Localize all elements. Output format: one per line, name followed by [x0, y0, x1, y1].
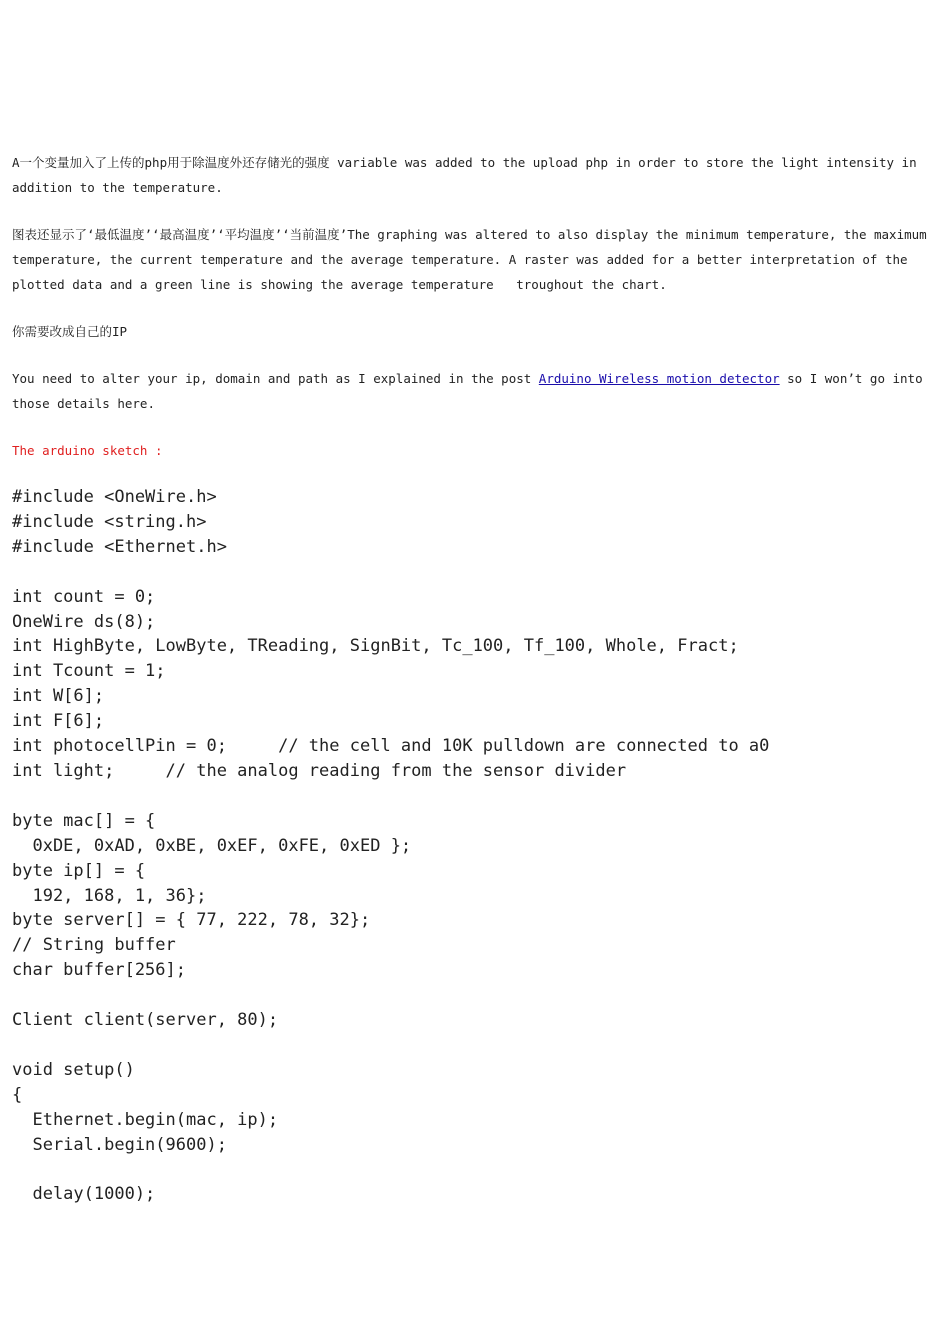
- paragraph-alter-ip-text-end: so I won’t go into those details here.: [12, 371, 931, 411]
- spacer: [12, 200, 927, 222]
- code-line: int HighByte, LowByte, TReading, SignBit, Tc_100, Tf_100, Whole, Fract;: [12, 636, 739, 657]
- code-line: 0xDE, 0xAD, 0xBE, 0xEF, 0xFE, 0xED };: [12, 835, 412, 856]
- code-block: [12, 485, 927, 1207]
- spacer: [12, 344, 927, 366]
- code-line: int light; // the analog reading from the sensor divider: [12, 760, 627, 781]
- code-line: Client client(server, 80);: [12, 1010, 279, 1031]
- article-body: [12, 150, 935, 1207]
- motion-detector-link[interactable]: Arduino Wireless motion detector: [538, 371, 780, 386]
- code-line: int F[6];: [12, 711, 105, 732]
- paragraph-ip-note: 你需要改成自己的IP: [12, 324, 128, 339]
- code-line: #include <string.h>: [12, 511, 207, 532]
- code-line: int Tcount = 1;: [12, 661, 166, 682]
- spacer: [12, 297, 927, 319]
- code-line: byte ip[] = {: [12, 860, 146, 881]
- code-line: int photocellPin = 0; // the cell and 10K pulldown are connected to a0: [12, 736, 770, 757]
- code-line: Ethernet.begin(mac, ip);: [12, 1109, 279, 1130]
- code-line: byte mac[] = {: [12, 810, 156, 831]
- paragraph-light-intensity: A一个变量加入了上传的php用于除温度外还存储光的强度 variable was added to the upload php in order to store the light intensity in addition to the temperature.: [12, 155, 925, 195]
- paragraph-alter-ip: [12, 366, 931, 416]
- code-line: Serial.begin(9600);: [12, 1134, 227, 1155]
- code-line: // String buffer: [12, 935, 176, 956]
- code-listing: [12, 485, 927, 1207]
- code-line: 192, 168, 1, 36};: [12, 885, 207, 906]
- code-line: {: [12, 1084, 23, 1105]
- code-line: OneWire ds(8);: [12, 611, 156, 632]
- code-line: delay(1000);: [12, 1184, 156, 1205]
- spacer: [12, 416, 927, 438]
- sketch-heading: The arduino sketch :: [12, 443, 163, 458]
- paragraph-graphing: 图表还显示了‘最低温度’‘最高温度’‘平均温度’‘当前温度’The graphing was altered to also display the minimum temperature, the maximum temperature, the current temperature and the average temperature. A raster was added for a better interpretation of the plotted data and a green line is showing the average temperature troughout the chart.: [12, 227, 935, 292]
- code-line: char buffer[256];: [12, 960, 186, 981]
- code-line: void setup(): [12, 1059, 135, 1080]
- code-line: int count = 0;: [12, 586, 156, 607]
- code-line: byte server[] = { 77, 222, 78, 32};: [12, 910, 371, 931]
- code-line: #include <OneWire.h>: [12, 487, 217, 507]
- code-line: int W[6];: [12, 686, 105, 707]
- paragraph-alter-ip-text: You need to alter your ip, domain and path as I explained in the post: [12, 371, 539, 386]
- code-line: #include <Ethernet.h>: [12, 536, 227, 557]
